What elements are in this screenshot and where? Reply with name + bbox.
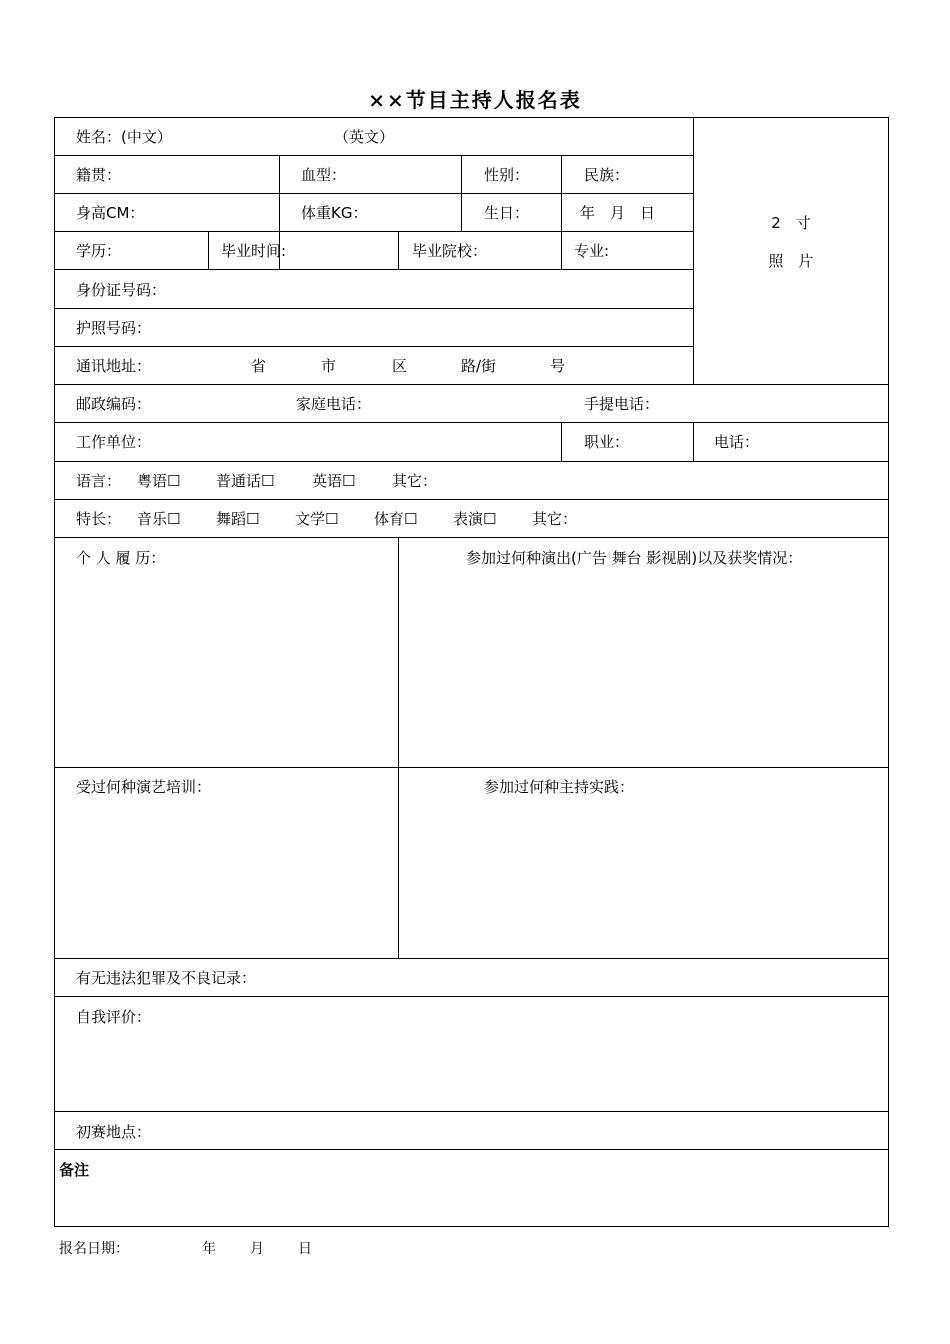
checkbox-icon[interactable]: ☐ bbox=[246, 510, 260, 528]
label-resume: 个 人 履 历： bbox=[76, 549, 166, 567]
label-mobile-phone: 手提电话： bbox=[584, 395, 660, 413]
photo-placeholder bbox=[693, 204, 889, 280]
photo-label: 照 片 bbox=[768, 252, 814, 270]
address-province: 省 bbox=[251, 357, 267, 375]
address-number: 号 bbox=[550, 357, 566, 375]
label-training: 受过何种演艺培训： bbox=[76, 778, 212, 796]
address-road: 路/街 bbox=[461, 357, 497, 375]
row-divider bbox=[54, 193, 693, 194]
row-divider bbox=[54, 461, 889, 462]
label-address: 通讯地址： bbox=[76, 357, 152, 375]
label-self-evaluation: 自我评价： bbox=[76, 1008, 152, 1026]
row-divider bbox=[54, 996, 889, 997]
specialty-option bbox=[453, 510, 496, 528]
language-option bbox=[312, 472, 355, 490]
label-weight: 体重KG： bbox=[301, 204, 368, 222]
column-divider bbox=[398, 231, 399, 269]
label-birthday: 生日： bbox=[484, 204, 530, 222]
specialty-option bbox=[374, 510, 417, 528]
label-name-english: （英文） bbox=[334, 128, 395, 146]
row-divider bbox=[54, 231, 693, 232]
birthday-date-units: 年 月 日 bbox=[580, 204, 656, 222]
footer-date-label: 报名日期： bbox=[59, 1241, 129, 1257]
checkbox-icon[interactable]: ☐ bbox=[167, 510, 181, 528]
label-major: 专业: bbox=[574, 242, 610, 260]
column-divider bbox=[693, 422, 694, 461]
label-height: 身高CM： bbox=[76, 204, 145, 222]
footer-month: 月 bbox=[250, 1241, 264, 1257]
option-label: 表演 bbox=[453, 510, 484, 528]
label-criminal-record: 有无违法犯罪及不良记录： bbox=[76, 969, 257, 987]
column-divider bbox=[398, 537, 399, 958]
label-blood-type: 血型： bbox=[301, 166, 347, 184]
row-divider bbox=[54, 155, 693, 156]
label-phone: 电话： bbox=[714, 433, 760, 451]
row-divider bbox=[54, 422, 889, 423]
row-divider bbox=[54, 384, 889, 385]
row-divider bbox=[54, 537, 889, 538]
label-specialty: 特长： bbox=[76, 510, 122, 528]
checkbox-icon[interactable]: ☐ bbox=[261, 472, 275, 490]
footer-day: 日 bbox=[298, 1241, 312, 1257]
specialty-option bbox=[295, 510, 338, 528]
label-name-chinese: 姓名：(中文） bbox=[76, 128, 172, 146]
label-gender: 性别： bbox=[484, 166, 530, 184]
label-graduation-time: 毕业时间: bbox=[221, 242, 287, 260]
label-hometown: 籍贯： bbox=[76, 166, 122, 184]
specialty-option bbox=[216, 510, 259, 528]
checkbox-icon[interactable]: ☐ bbox=[167, 472, 181, 490]
row-divider bbox=[54, 1111, 889, 1112]
option-label: 普通话 bbox=[216, 472, 262, 490]
option-label: 粤语 bbox=[137, 472, 168, 490]
language-option bbox=[137, 472, 180, 490]
label-employer: 工作单位： bbox=[76, 433, 152, 451]
row-divider bbox=[54, 269, 693, 270]
footer-year: 年 bbox=[202, 1241, 216, 1257]
row-divider bbox=[54, 308, 693, 309]
row-divider bbox=[54, 499, 889, 500]
language-option bbox=[216, 472, 274, 490]
label-education: 学历： bbox=[76, 242, 122, 260]
option-label: 英语 bbox=[312, 472, 343, 490]
option-label: 音乐 bbox=[137, 510, 168, 528]
form-title: ××节目主持人报名表 bbox=[368, 88, 582, 112]
option-label: 体育 bbox=[374, 510, 405, 528]
label-occupation: 职业： bbox=[584, 433, 630, 451]
label-postcode: 邮政编码： bbox=[76, 395, 152, 413]
language-other: 其它： bbox=[392, 472, 438, 490]
specialty-other: 其它： bbox=[532, 510, 578, 528]
label-language: 语言： bbox=[76, 472, 122, 490]
label-remarks: 备注 bbox=[59, 1161, 90, 1179]
column-divider bbox=[561, 155, 562, 269]
registration-form bbox=[54, 117, 889, 1227]
label-ethnicity: 民族： bbox=[584, 166, 630, 184]
column-divider bbox=[461, 155, 462, 231]
address-district: 区 bbox=[392, 357, 408, 375]
column-divider bbox=[561, 422, 562, 461]
checkbox-icon[interactable]: ☐ bbox=[404, 510, 418, 528]
row-divider bbox=[54, 346, 693, 347]
photo-size-label: 2 寸 bbox=[771, 214, 811, 232]
column-divider bbox=[208, 231, 209, 269]
label-audition-location: 初赛地点： bbox=[76, 1123, 152, 1141]
row-divider bbox=[54, 1149, 889, 1150]
row-divider bbox=[54, 958, 889, 959]
label-hosting-practice: 参加过何种主持实践： bbox=[484, 778, 635, 796]
label-home-phone: 家庭电话： bbox=[296, 395, 372, 413]
option-label: 舞蹈 bbox=[216, 510, 247, 528]
label-school: 毕业院校： bbox=[412, 242, 488, 260]
specialty-option bbox=[137, 510, 180, 528]
label-passport-number: 护照号码： bbox=[76, 319, 152, 337]
label-performances: 参加过何种演出(广告 舞台 影视剧)以及获奖情况： bbox=[466, 549, 803, 567]
label-id-number: 身份证号码： bbox=[76, 281, 167, 299]
checkbox-icon[interactable]: ☐ bbox=[342, 472, 356, 490]
checkbox-icon[interactable]: ☐ bbox=[483, 510, 497, 528]
checkbox-icon[interactable]: ☐ bbox=[325, 510, 339, 528]
address-city: 市 bbox=[321, 357, 337, 375]
row-divider bbox=[54, 767, 889, 768]
option-label: 文学 bbox=[295, 510, 326, 528]
